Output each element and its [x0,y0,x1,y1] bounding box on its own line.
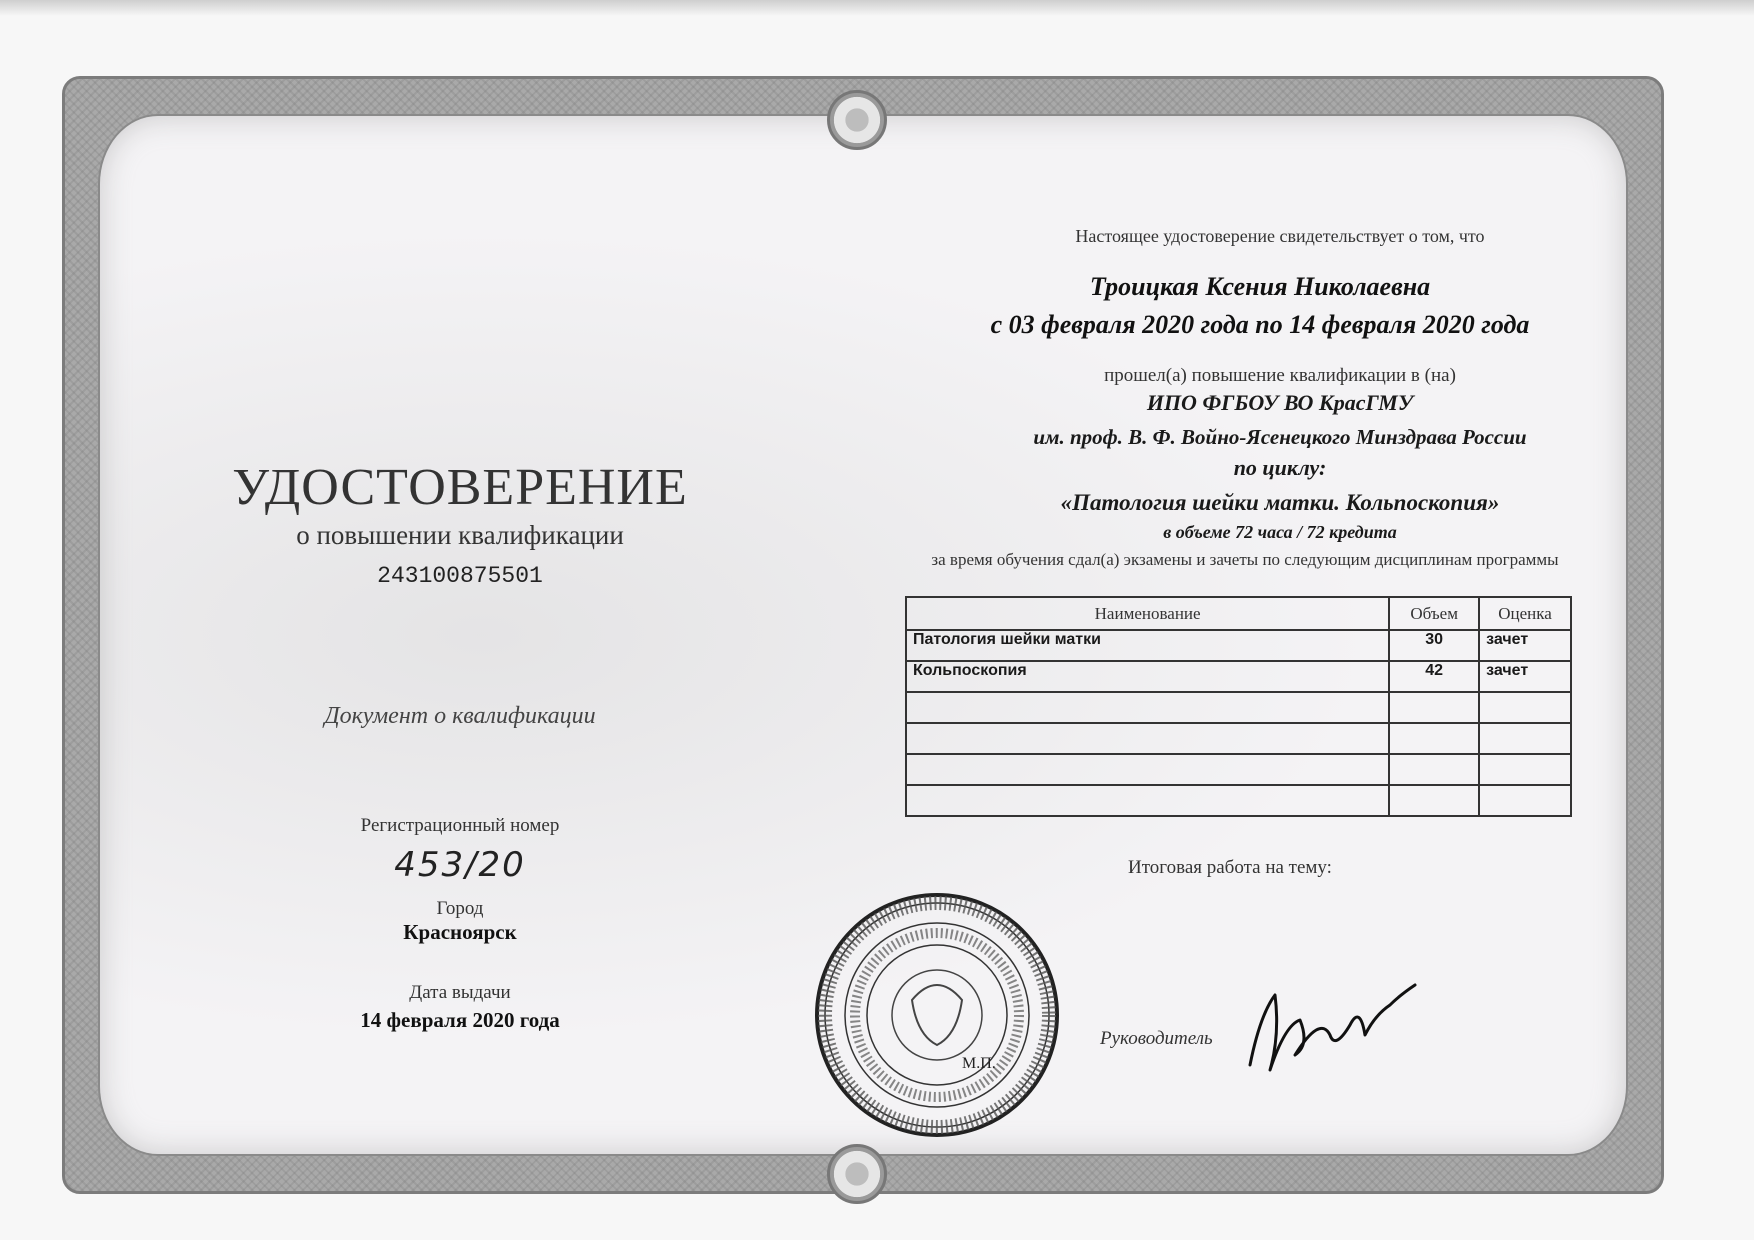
seal-mark: М.П. [962,1055,996,1072]
table-row [906,630,1571,661]
row-volume: 42 [1389,661,1479,692]
row-grade: зачет [1479,630,1571,661]
city-label: Город [436,898,484,919]
row-name: Патология шейки матки [906,630,1389,661]
table-header-row [906,597,1571,630]
row-grade: зачет [1479,661,1571,692]
registration-number: 453/20 [394,845,526,885]
header-grade: Оценка [1479,597,1571,630]
registration-label: Регистрационный номер [360,815,560,836]
exams-text: за время обучения сдал(а) экзамены и зачеты по следующим дисциплинам программы [931,550,1559,569]
round-seal-icon [812,890,1062,1140]
person-name: Троицкая Ксения Николаевна [1089,272,1431,301]
issue-date-value: 14 февраля 2020 года [360,1008,560,1032]
issue-date-label: Дата выдачи [409,982,511,1003]
ornament-top-icon [827,90,887,150]
table-row [906,661,1571,692]
course-volume: в объеме 72 часа / 72 кредита [1163,522,1397,542]
header-name: Наименование [906,597,1389,630]
table-row-empty [906,754,1571,785]
intro-text: Настоящее удостоверение свидетельствует о том, что [1075,226,1485,246]
final-work-label: Итоговая работа на тему: [1128,857,1332,878]
table-row-empty [906,723,1571,754]
disciplines-table [905,596,1572,817]
certificate-title: УДОСТОВЕРЕНИЕ [232,459,688,516]
certificate-subtitle: о повышении квалификации [296,520,624,550]
organization-line-2: им. проф. В. Ф. Войно-Ясенецкого Минздрава России [1033,425,1527,449]
table-row-empty [906,692,1571,723]
organization-line-1: ИПО ФГБОУ ВО КрасГМУ [1146,390,1414,415]
document-kind: Документ о квалификации [324,703,596,729]
certificate-number: 243100875501 [377,563,543,589]
scan-edge [0,0,1754,16]
row-volume: 30 [1389,630,1479,661]
signature-icon [1240,975,1420,1085]
table-row-empty [906,785,1571,816]
header-volume: Объем [1389,597,1479,630]
city-value: Красноярск [403,920,517,944]
row-name: Кольпоскопия [906,661,1389,692]
course-title: «Патология шейки матки. Кольпоскопия» [1060,490,1500,515]
cycle-label: по циклу: [1233,455,1327,480]
passed-text: прошел(а) повышение квалификации в (на) [1104,365,1456,386]
ornament-bottom-icon [827,1144,887,1204]
training-period: с 03 февраля 2020 года по 14 февраля 2020 года [990,310,1530,339]
signer-label: Руководитель [1100,1028,1213,1049]
